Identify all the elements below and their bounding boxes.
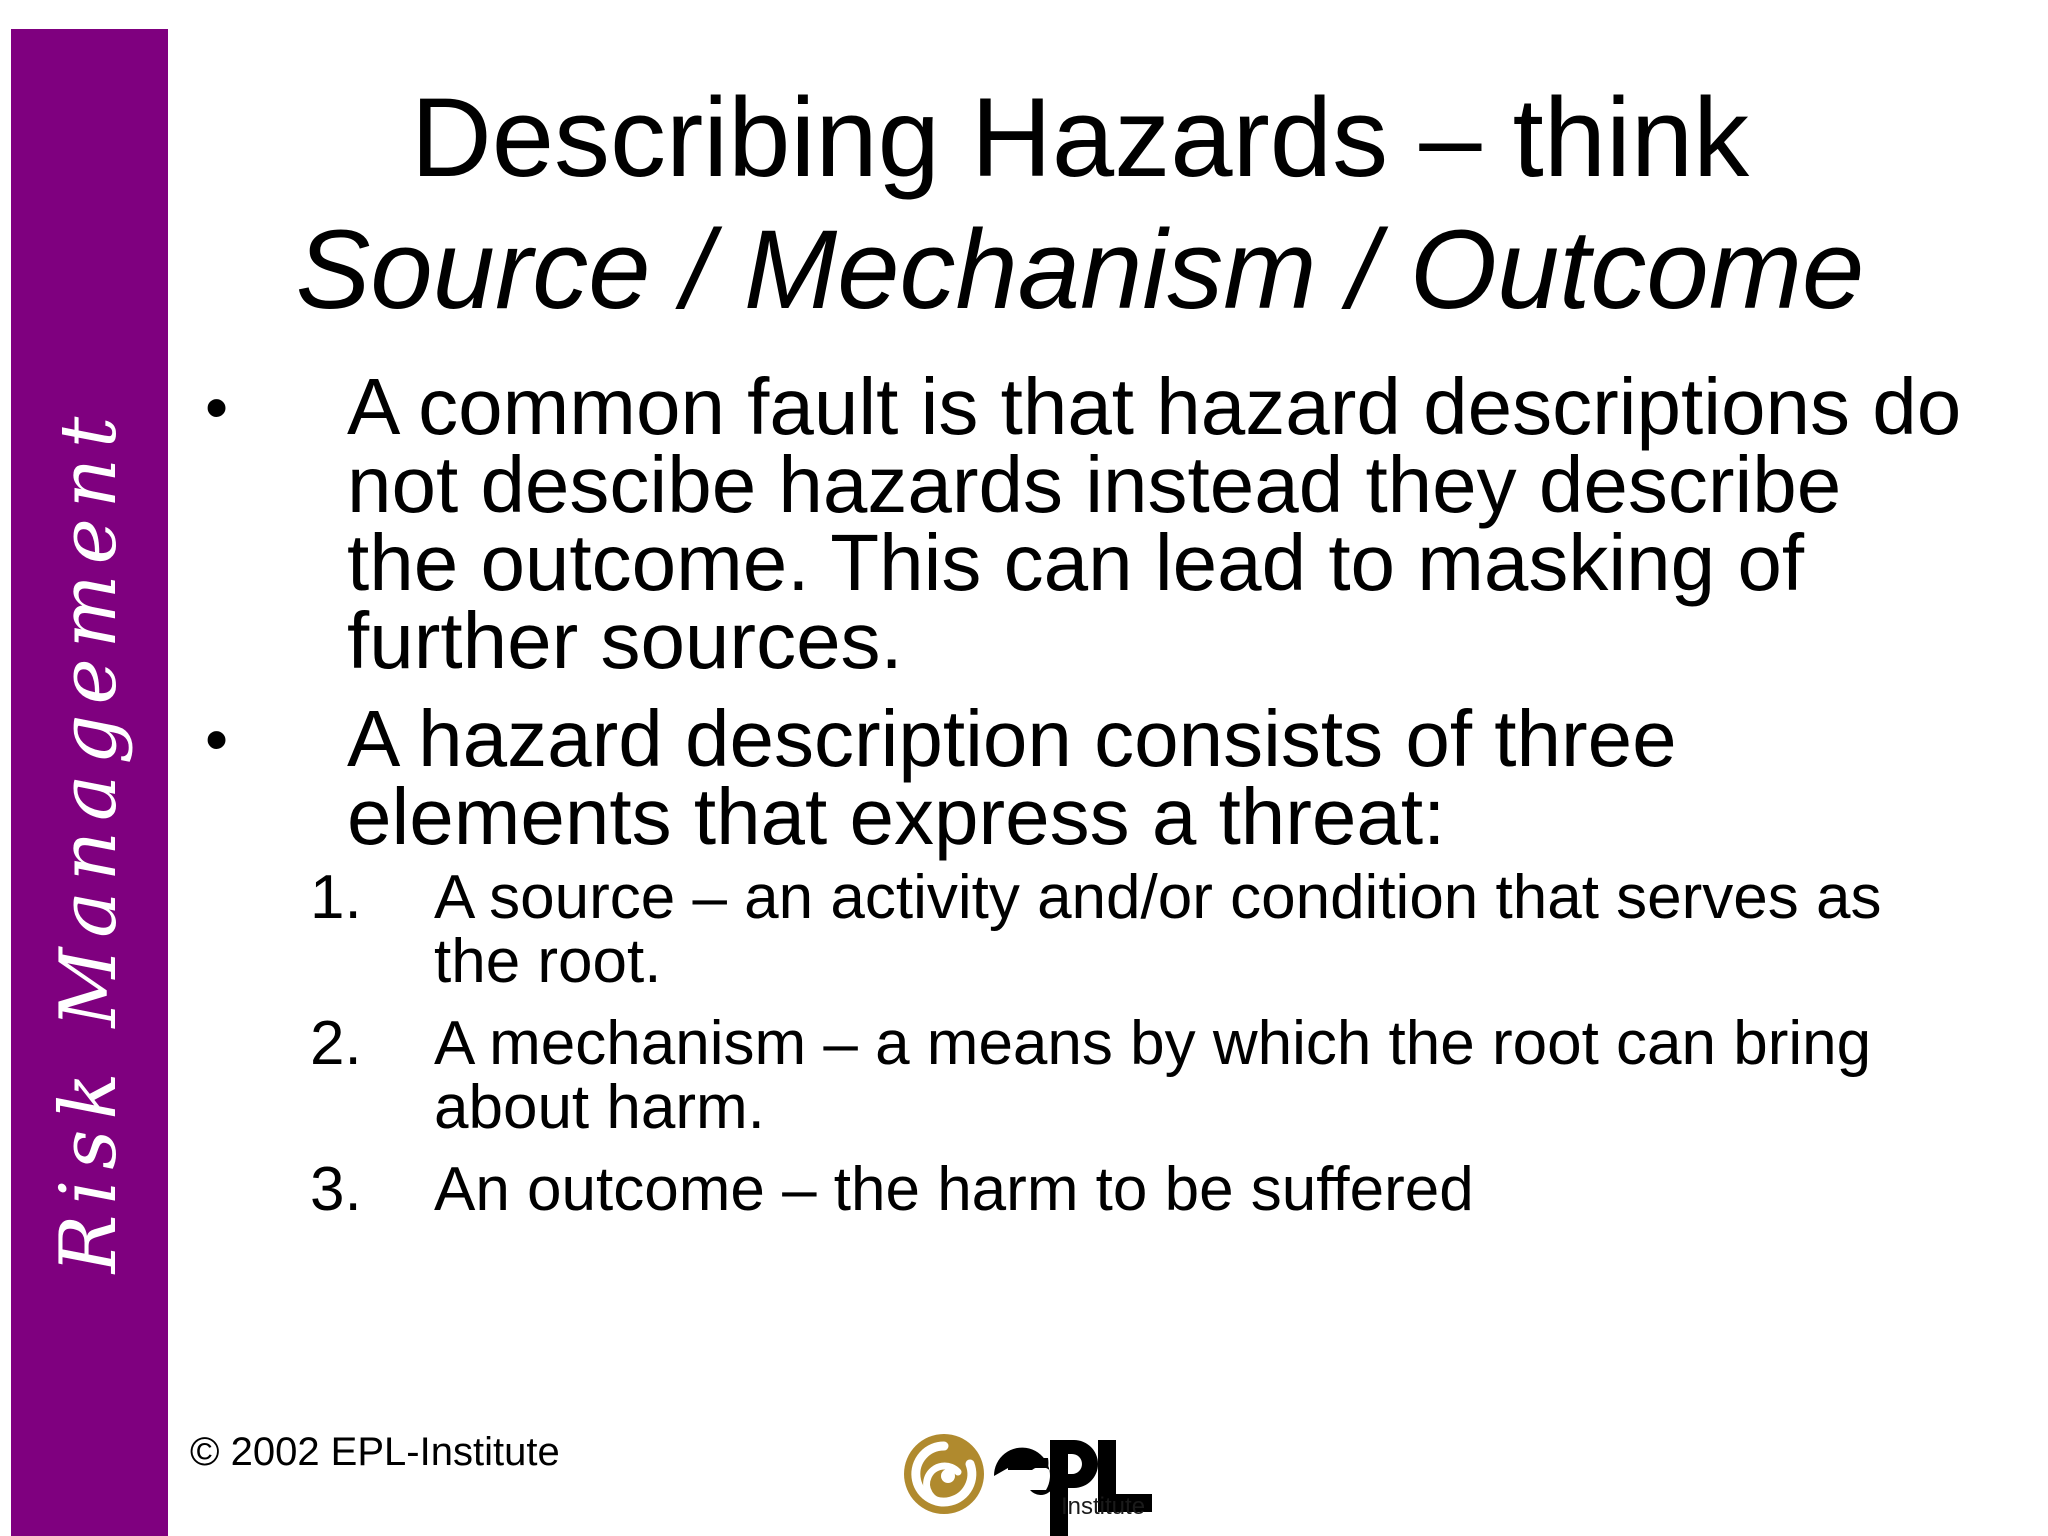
numbered-item xyxy=(310,1155,1970,1224)
title-line-2: Source / Mechanism / Outcome xyxy=(295,207,1865,332)
item-number: 1. xyxy=(310,863,362,932)
item-number: 2. xyxy=(310,1009,362,1078)
item-text: A source – an activity and/or condition that serves as the root. xyxy=(434,863,1882,996)
item-text: A mechanism – a means by which the root can bring about harm. xyxy=(434,1009,1872,1142)
logo-lettering xyxy=(994,1440,1152,1536)
bullet-marker: • xyxy=(205,702,229,776)
bullet-text: A hazard description consists of three elements that express a threat: xyxy=(347,694,1677,861)
bullet-text: A common fault is that hazard descriptions do not descibe hazards instead they describe the outcome. This can lead to masking of further sources. xyxy=(347,362,1962,685)
bullet-list xyxy=(205,362,1965,876)
copyright-text: © 2002 EPL-Institute xyxy=(190,1430,560,1474)
slide-title xyxy=(220,72,1940,336)
logo-caption: Institute xyxy=(1061,1493,1146,1520)
sidebar-label: Risk Management xyxy=(44,406,134,1274)
numbered-item xyxy=(310,863,1970,996)
numbered-list xyxy=(310,863,1970,1240)
bullet-item xyxy=(205,694,1965,861)
title-line-1: Describing Hazards – think xyxy=(410,75,1750,200)
bullet-item xyxy=(205,362,1965,685)
bullet-marker: • xyxy=(205,370,229,444)
numbered-item xyxy=(310,1009,1970,1142)
item-number: 3. xyxy=(310,1155,362,1224)
item-text: An outcome – the harm to be suffered xyxy=(434,1155,1474,1224)
